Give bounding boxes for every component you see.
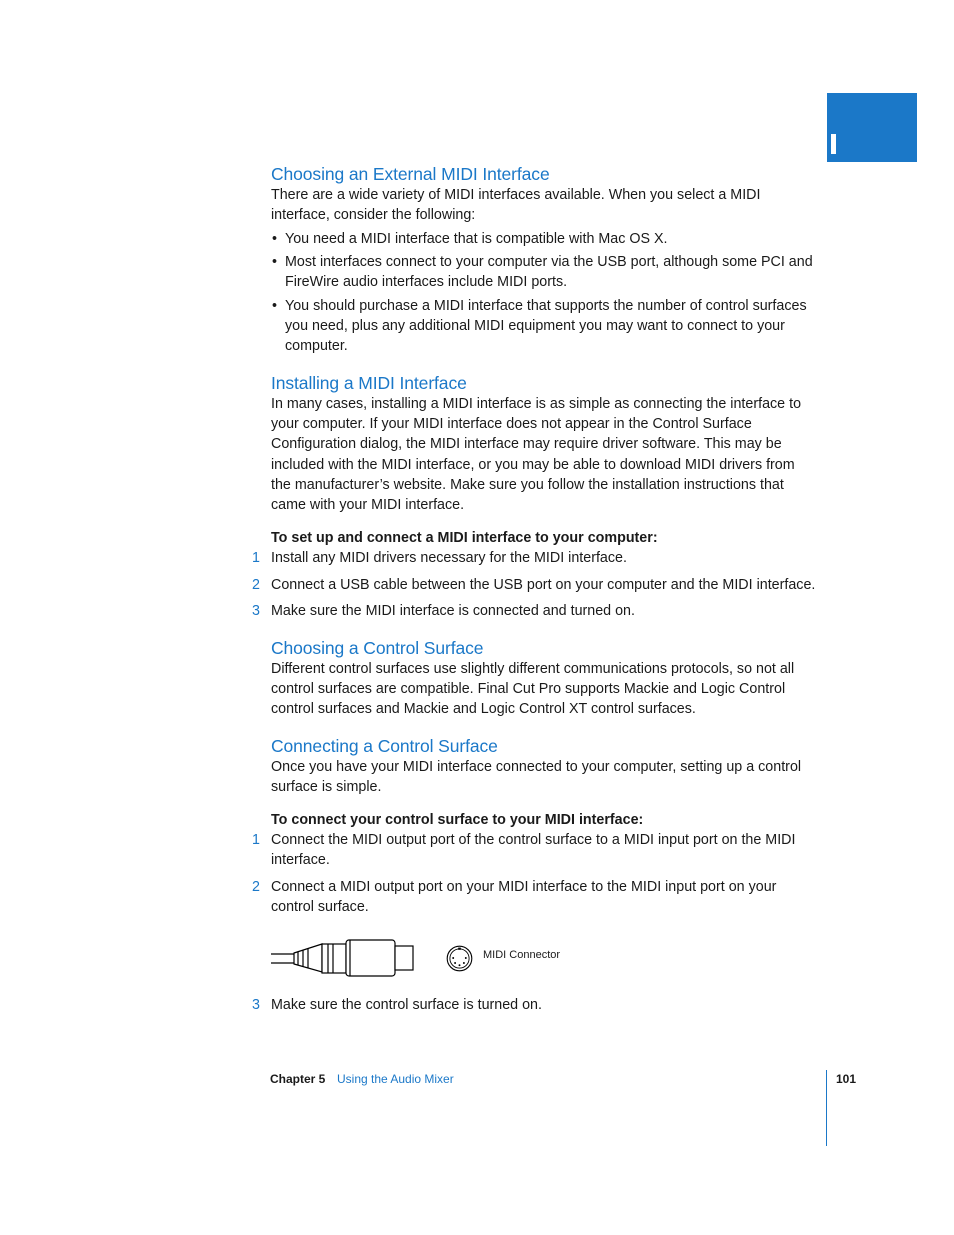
paragraph-connecting: Once you have your MIDI interface connected to your computer, setting up a control surface is simple. [271,759,802,796]
step-number: 3 [252,997,260,1013]
paragraph-intro: There are a wide variety of MIDI interfaces available. When you select a MIDI interface, consider the following: [271,187,761,224]
midi-cable-illustration [270,939,415,977]
step-text: Connect the MIDI output port of the control surface to a MIDI input port on the MIDI interface. [271,832,796,869]
step-text: Connect a USB cable between the USB port on your computer and the MIDI interface. [271,577,816,593]
step-number: 1 [252,550,260,566]
paragraph-installing: In many cases, installing a MIDI interface is as simple as connecting the interface to your computer. If your MIDI interface does not appear in the Control Surface Configuration dialog, the MIDI interface may require driver software. This may be included with the MIDI interface, or you may be able to download MIDI drivers from the manufacturer’s website. Make sure you follow the installation instructions that came with your MIDI interface. [271,396,802,514]
chapter-tab [827,93,917,162]
step-text: Install any MIDI drivers necessary for the MIDI interface. [271,550,627,566]
chapter-tab-marker [831,134,836,154]
step-number: 2 [252,577,260,593]
step-number: 3 [252,603,260,619]
midi-connector-icon [446,945,473,972]
footer-chapter-title: Using the Audio Mixer [337,1072,454,1086]
step-text: Connect a MIDI output port on your MIDI interface to the MIDI input port on your control surface. [271,879,777,916]
step-number: 1 [252,832,260,848]
heading-choosing-control-surface: Choosing a Control Surface [271,638,484,658]
figure-label: MIDI Connector [483,949,561,961]
footer-divider [826,1070,827,1146]
paragraph-control-surface: Different control surfaces use slightly different communications protocols, so not all control surfaces are compatible. Final Cut Pro supports Mackie and Logic Control control surfaces and Mackie and Logic Control XT control surfaces. [271,661,795,718]
heading-installing-midi-interface: Installing a MIDI Interface [271,373,467,393]
footer-chapter: Chapter 5 [270,1072,326,1086]
list-item: • You need a MIDI interface that is compatible with Mac OS X. [271,229,817,249]
procedure-title: To connect your control surface to your MIDI interface: [271,812,644,828]
requirements-list [271,229,817,356]
list-item: • Most interfaces connect to your computer via the USB port, although some PCI and FireWire audio interfaces include MIDI ports. [271,252,817,292]
step-text: Make sure the control surface is turned on. [271,997,542,1013]
step-text: Make sure the MIDI interface is connected and turned on. [271,603,635,619]
heading-choosing-midi-interface: Choosing an External MIDI Interface [271,164,550,184]
page-number: 101 [836,1072,857,1086]
list-item: • You should purchase a MIDI interface that supports the number of control surfaces you need, plus any additional MIDI equipment you may want to connect to your computer. [271,296,817,357]
heading-connecting-control-surface: Connecting a Control Surface [271,736,498,756]
procedure-title: To set up and connect a MIDI interface to your computer: [271,530,658,546]
step-number: 2 [252,879,260,895]
